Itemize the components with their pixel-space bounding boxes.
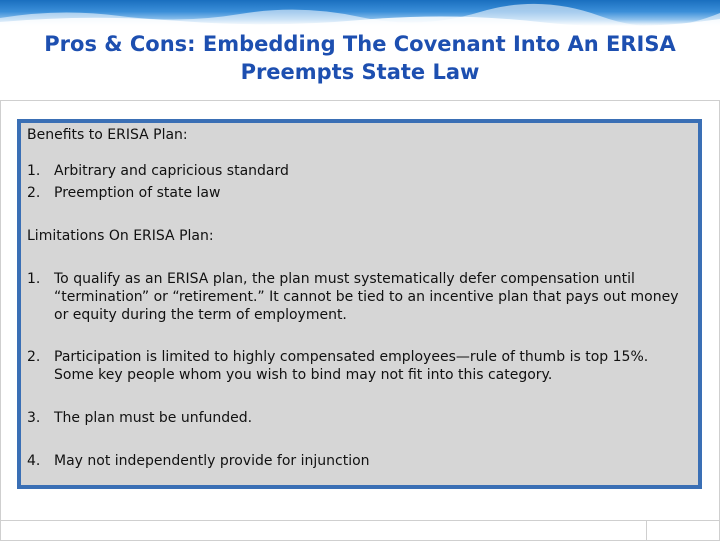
limitations-list: [27, 270, 692, 470]
content-box: [17, 119, 702, 489]
header-brush-texture: [0, 0, 720, 26]
list-item: [27, 270, 692, 324]
list-text: To qualify as an ERISA plan, the plan must systematically defer compensation until “termination” or “retirement.” It cannot be tied to an incentive plan that pays out money or equity during the term of employment.: [54, 271, 679, 323]
list-number: 1.: [27, 271, 41, 287]
list-number: 4.: [27, 453, 41, 469]
list-number: 3.: [27, 410, 41, 426]
list-number: 2.: [27, 349, 41, 365]
benefits-list: [27, 162, 692, 202]
list-text: Arbitrary and capricious standard: [54, 163, 289, 179]
list-item: [27, 452, 692, 470]
slide-title: Pros & Cons: Embedding The Covenant Into An ERISA Preempts State Law: [44, 32, 676, 84]
list-text: May not independently provide for injunction: [54, 453, 370, 469]
benefits-heading: Benefits to ERISA Plan:: [27, 127, 188, 143]
list-item: [27, 162, 692, 180]
footer-divider: [646, 521, 647, 540]
list-text: Participation is limited to highly compensated employees—rule of thumb is top 15%. Some key people whom you wish to bind may not fit into this category.: [54, 349, 649, 383]
limitations-heading: Limitations On ERISA Plan:: [27, 228, 214, 244]
list-text: The plan must be unfunded.: [54, 410, 253, 426]
list-item: [27, 348, 692, 384]
list-number: 1.: [27, 163, 41, 179]
decorative-header-band: [0, 0, 720, 26]
list-number: 2.: [27, 185, 41, 201]
list-item: [27, 409, 692, 427]
footer-bar: [0, 520, 720, 541]
list-text: Preemption of state law: [54, 185, 221, 201]
list-item: [27, 184, 692, 202]
